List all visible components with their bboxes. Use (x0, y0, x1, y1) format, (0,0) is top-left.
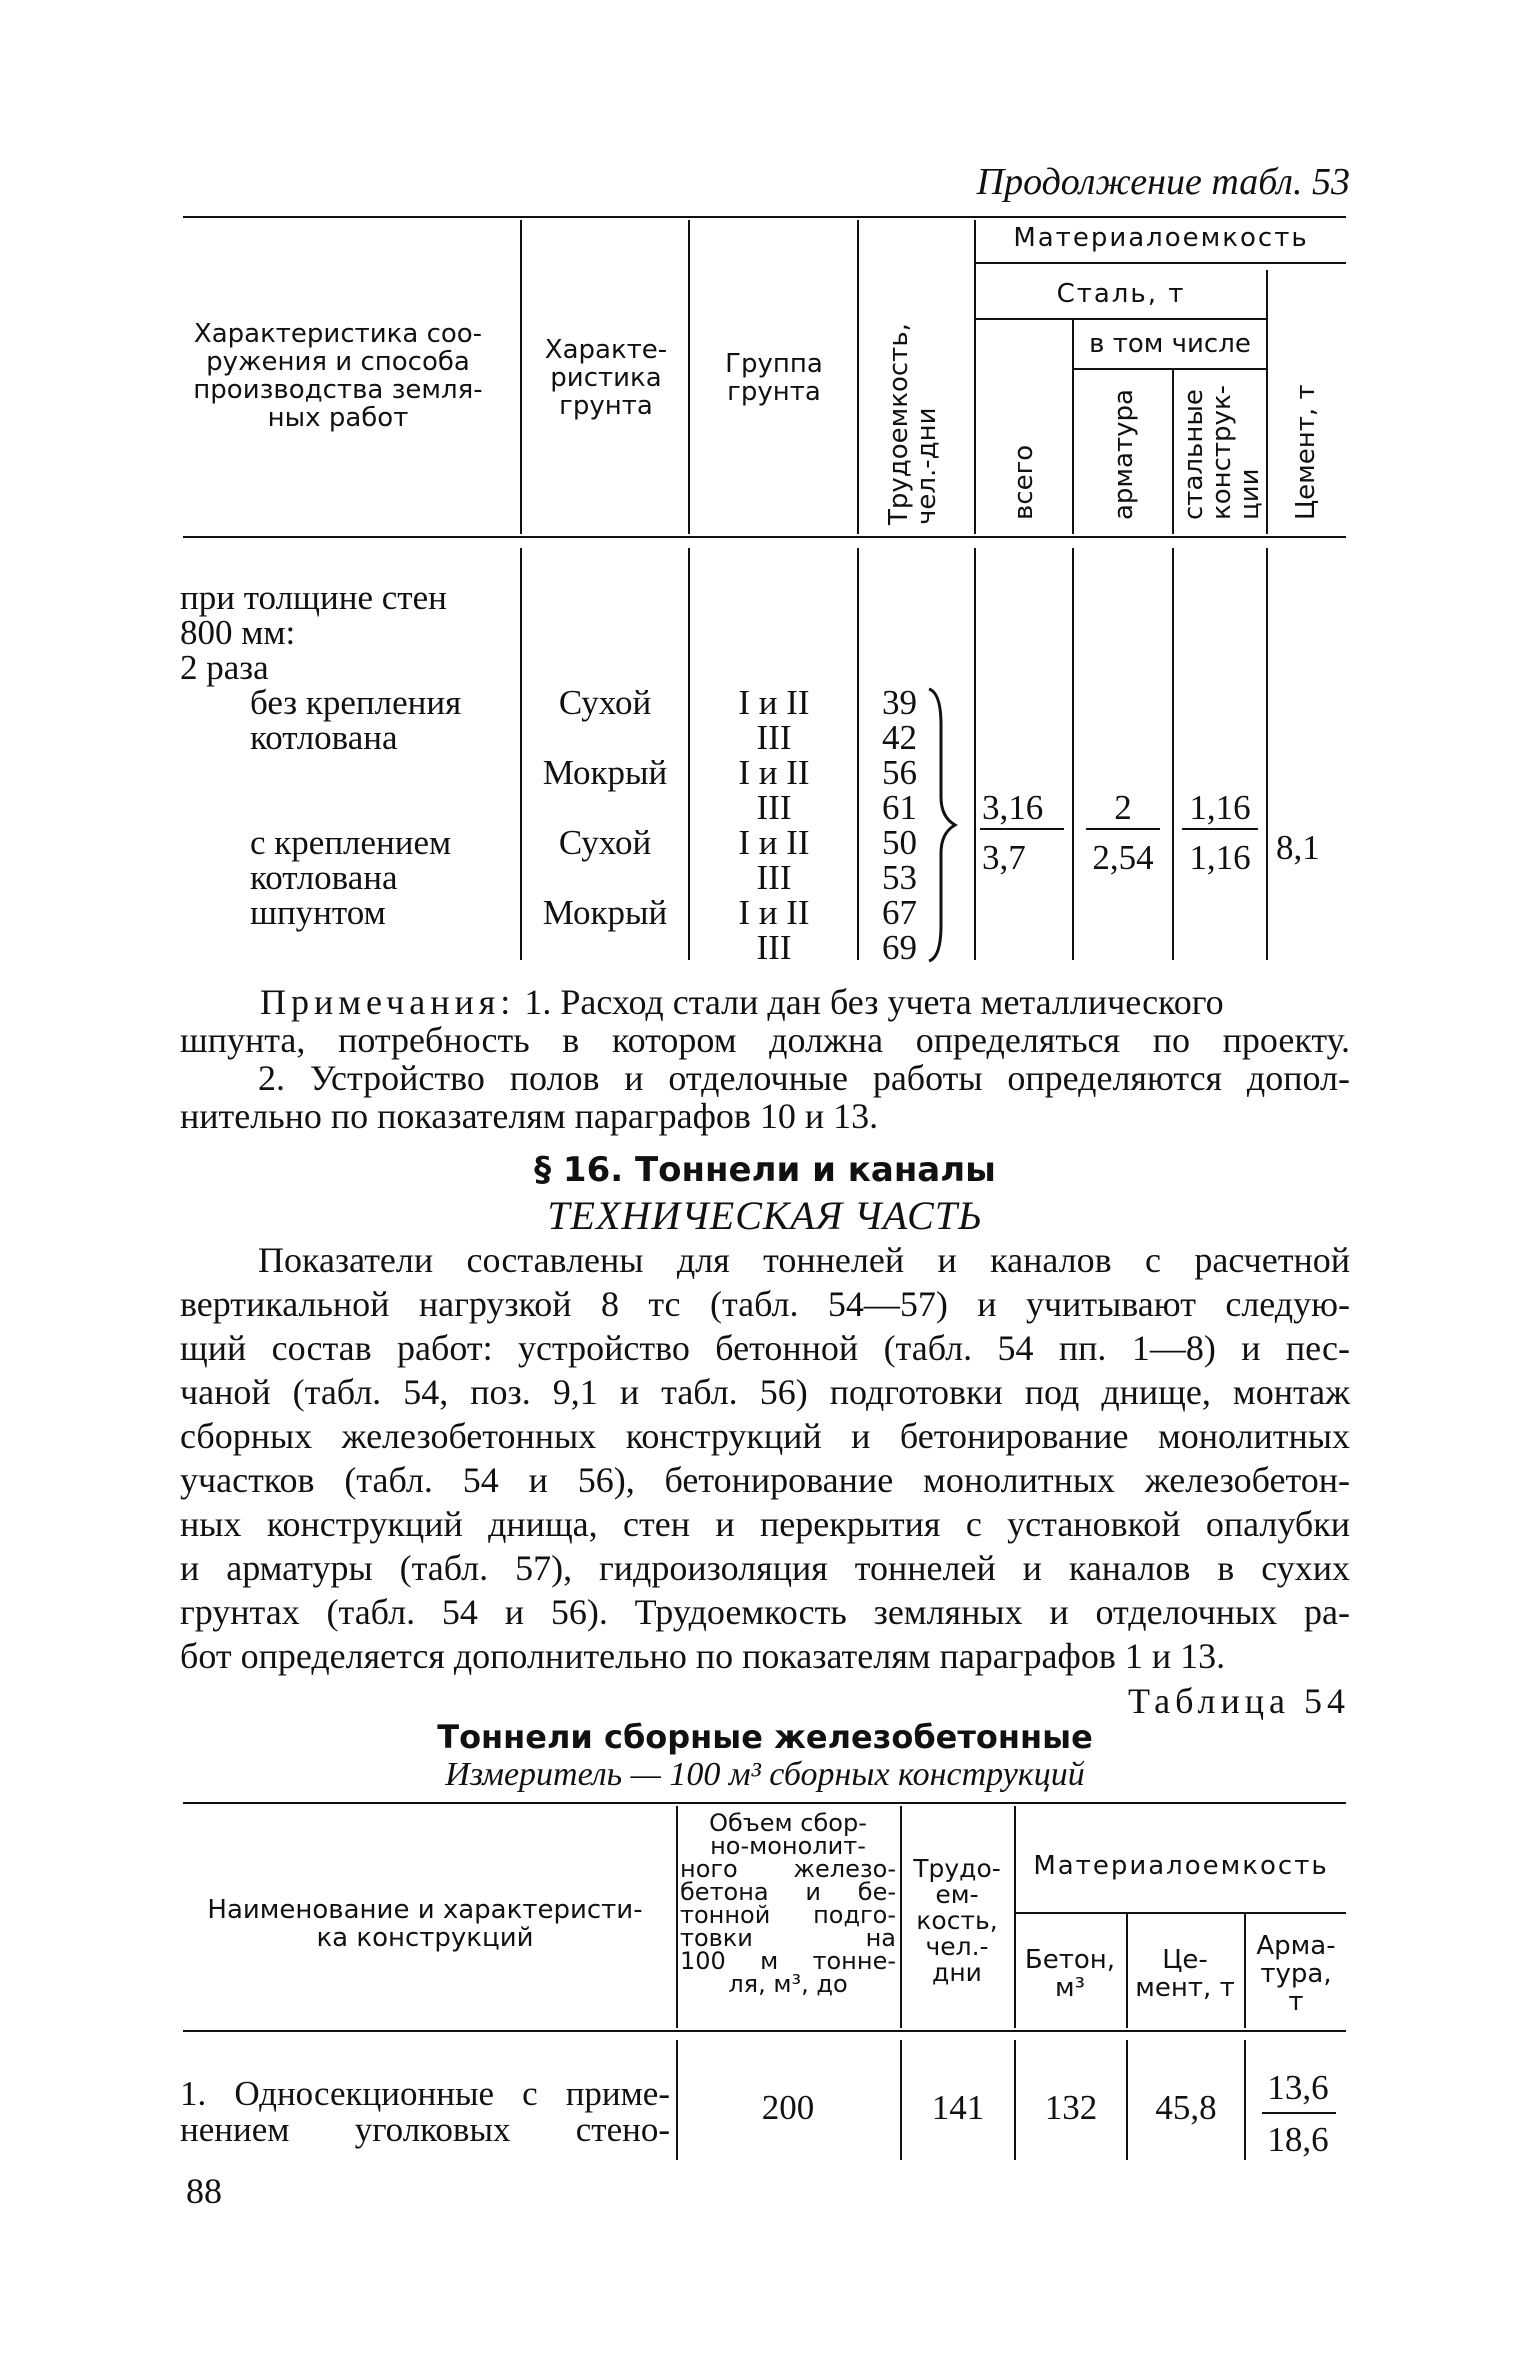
t53-desc-line1: при толщине стен (180, 578, 447, 617)
t54-bv5 (1244, 2040, 1246, 2160)
t53-soil-2: Мокрый (542, 753, 668, 792)
t54-row1-volume: 200 (761, 2088, 815, 2127)
t53-col3-header (694, 350, 854, 406)
t54-concrete-header (1016, 1946, 1124, 2002)
paragraph-line: чаной (табл. 54, поз. 9,1 и табл. 56) подготовки под днище, монтаж (180, 1372, 1350, 1412)
t54-bv1 (676, 2040, 678, 2160)
t53-cement-value: 8,1 (1276, 828, 1320, 867)
t54-row1-arm-top: 13,6 (1267, 2068, 1329, 2107)
t54-name-header (180, 1896, 670, 1952)
header-line: ного железо- (680, 1855, 896, 1883)
t53-materials-rule (974, 262, 1346, 264)
t53-desc-line2: 800 мм: (180, 613, 296, 652)
header-line: стальные (1179, 389, 1209, 520)
header-line: Объем сбор- (709, 1809, 867, 1837)
t53-armatura-header: арматура (1109, 389, 1139, 520)
header-line: Трудо- (913, 1854, 1001, 1883)
header-line: товки на (680, 1924, 896, 1952)
paragraph-line: и арматуры (табл. 57), гидроизоляция тоннелей и каналов в сухих (180, 1548, 1350, 1588)
paragraph-line: вертикальной нагрузкой 8 тс (табл. 54—57) и учитывают следую- (180, 1284, 1350, 1324)
t53-total-header: всего (1009, 444, 1039, 520)
t53-col2-header (526, 336, 686, 420)
t54-bv3 (1014, 2040, 1016, 2160)
header-line: ции (1235, 468, 1265, 520)
notes-label: Примечания: (260, 982, 516, 1022)
header-line: Характе- (544, 335, 668, 365)
t54-row1-cement: 45,8 (1155, 2088, 1217, 2127)
t53-col4-header (885, 323, 941, 525)
t53-group-5: I и II (738, 823, 810, 862)
t53-cement-header: Цемент, т (1291, 384, 1321, 520)
header-line: мент, т (1135, 1973, 1235, 2003)
header-line: Характеристика соо- (193, 319, 483, 349)
section-paragraph (180, 1238, 1350, 1678)
t53-bv4 (974, 548, 976, 960)
t53-sc-bottom: 1,16 (1189, 838, 1251, 877)
header-line: Бетон, (1024, 1945, 1116, 1975)
t53-steel-constr-header (1180, 385, 1264, 520)
t53-labor-4: 61 (882, 788, 917, 827)
t53-group-4: III (756, 788, 792, 827)
t54-row1-labor: 141 (931, 2088, 985, 2127)
header-line: Трудоемкость, (884, 323, 914, 525)
t53-top-rule (183, 216, 1346, 218)
t53-steel-rule (974, 318, 1266, 320)
t53-group-3: I и II (738, 753, 810, 792)
t54-armatura-header (1246, 1932, 1346, 2016)
t54-arm-fraction-line (1262, 2112, 1336, 2114)
t53-total-bottom: 3,7 (982, 838, 1026, 877)
table-54-label: Таблица 54 (1128, 1681, 1350, 1721)
header-line: ка конструкций (316, 1923, 534, 1953)
header-line: чел.-дни (912, 407, 942, 525)
t53-labor-3: 56 (882, 753, 917, 792)
t54-labor-header (902, 1856, 1012, 1986)
t53-group2-line2: котлована (250, 858, 398, 897)
t53-col1-header (178, 320, 498, 432)
header-line: м³ (1054, 1973, 1086, 2003)
paragraph-line: ных конструкций днища, стен и перекрытия с установкой опалубки (180, 1504, 1350, 1544)
t53-labor-8: 69 (882, 928, 917, 967)
t53-bv7 (1266, 548, 1268, 960)
paragraph-line: бот определяется дополнительно по показателям параграфов 1 и 13. (180, 1636, 1226, 1676)
t53-total-top: 3,16 (982, 788, 1044, 827)
header-line: конструк- (1207, 384, 1237, 520)
t54-cement-header (1128, 1946, 1242, 2002)
header-line: бетона и бе- (680, 1878, 896, 1906)
t53-soil-1: Сухой (558, 683, 652, 722)
t53-sc-fraction-line (1182, 828, 1258, 830)
t53-labor-6: 53 (882, 858, 917, 897)
t54-materials-rule (1014, 1912, 1346, 1914)
t54-hv1 (676, 1806, 678, 2028)
note-1-line2: шпунта, потребность в котором должна определяться по проекту. (180, 1020, 1350, 1060)
header-line: ем- (935, 1880, 979, 1909)
paragraph-line: грунтах (табл. 54 и 56). Трудоемкость земляных и отделочных ра- (180, 1592, 1350, 1632)
page-number: 88 (186, 2171, 222, 2211)
note-text: 1. Расход стали дан без учета металлического (524, 982, 1224, 1022)
t53-bv3 (857, 548, 859, 960)
paragraph-line: сборных железобетонных конструкций и бетонирование монолитных (180, 1416, 1350, 1456)
t53-labor-5: 50 (882, 823, 917, 862)
t53-bv6 (1172, 548, 1174, 960)
note-2-line2: нительно по показателям параграфов 10 и 13. (180, 1096, 879, 1136)
header-line: Группа (725, 349, 823, 379)
header-line: кость, (916, 1906, 998, 1935)
header-line: ных работ (267, 403, 409, 433)
t53-group2-line1: с креплением (250, 823, 452, 862)
t53-hv4 (974, 220, 976, 534)
t53-header-bottom-rule (183, 536, 1346, 538)
header-line: Це- (1162, 1945, 1208, 1975)
t53-incl-rule (1072, 368, 1266, 370)
t53-incl-header: в том числе (1089, 329, 1251, 359)
t53-materials-header: Материалоемкость (1013, 223, 1309, 253)
t54-row1-name-line1: 1. Односекционные с приме- (180, 2074, 670, 2113)
t54-volume-header (680, 1809, 896, 1998)
header-line: т (1288, 1987, 1304, 2017)
section-subtitle: ТЕХНИЧЕСКАЯ ЧАСТЬ (547, 1193, 983, 1238)
t53-brace-icon (925, 685, 965, 965)
t53-soil-3: Сухой (558, 823, 652, 862)
t53-group1-line1: без крепления (250, 683, 462, 722)
t53-hv1 (520, 220, 522, 534)
t53-labor-2: 42 (882, 718, 917, 757)
t53-sc-top: 1,16 (1189, 788, 1251, 827)
note-2-line1: 2. Устройство полов и отделочные работы определяются допол- (258, 1058, 1350, 1098)
t54-row1-arm-bottom: 18,6 (1267, 2120, 1329, 2159)
t53-group2-line3: шпунтом (250, 893, 386, 932)
t53-bv5 (1072, 548, 1074, 960)
section-title: § 16. Тоннели и каналы (534, 1150, 996, 1190)
header-line: грунта (727, 377, 821, 407)
paragraph-line: щий состав работ: устройство бетонной (табл. 54 пп. 1—8) и пес- (180, 1328, 1350, 1368)
t53-desc-line3: 2 раза (180, 648, 269, 687)
header-line: ристика (550, 363, 662, 393)
t53-group1-line2: котлована (250, 718, 398, 757)
t53-group-6: III (756, 858, 792, 897)
header-line: Арма- (1256, 1931, 1336, 1961)
header-line: тура, (1260, 1959, 1332, 1989)
header-line: Наименование и характеристи- (207, 1895, 643, 1925)
t53-arm-bottom: 2,54 (1092, 838, 1154, 877)
header-line: производства земля- (193, 375, 483, 405)
t53-hv6 (1172, 370, 1174, 534)
t54-materials-header: Материалоемкость (1033, 1851, 1329, 1881)
t53-group-1: I и II (738, 683, 810, 722)
header-line: но-монолит- (710, 1832, 866, 1860)
header-line: ружения и способа (206, 347, 470, 377)
t53-steel-header: Сталь, т (1056, 279, 1186, 309)
t53-hv3 (857, 220, 859, 534)
header-line: тонной подго- (680, 1901, 896, 1929)
t53-bv1 (520, 548, 522, 960)
t53-group-2: III (756, 718, 792, 757)
t53-group-7: I и II (738, 893, 810, 932)
t53-group-8: III (756, 928, 792, 967)
t53-hv7 (1266, 270, 1268, 534)
header-line: 100 м тонне- (680, 1947, 896, 1975)
paragraph-line: участков (табл. 54 и 56), бетонирование монолитных железобетон- (180, 1460, 1350, 1500)
t54-row1-name-line2: нением уголковых стено- (180, 2110, 670, 2149)
t54-header-bottom-rule (183, 2030, 1346, 2032)
t53-arm-fraction-line (1086, 828, 1160, 830)
table-continuation-label: Продолжение табл. 53 (976, 161, 1350, 203)
t53-labor-7: 67 (882, 893, 917, 932)
header-line: грунта (559, 391, 653, 421)
t53-arm-top: 2 (1114, 788, 1132, 827)
paragraph-line: Показатели составлены для тоннелей и каналов с расчетной (258, 1240, 1350, 1280)
t53-labor-1: 39 (882, 683, 917, 722)
t54-bv2 (900, 2040, 902, 2160)
t53-bv2 (688, 548, 690, 960)
table-54-title: Тоннели сборные железобетонные (437, 1718, 1093, 1756)
header-line: чел.- (925, 1932, 989, 1961)
t54-top-rule (183, 1802, 1346, 1804)
header-line: ля, м³, до (728, 1970, 848, 1998)
t54-row1-concrete: 132 (1044, 2088, 1098, 2127)
t53-soil-4: Мокрый (542, 893, 668, 932)
t54-bv4 (1126, 2040, 1128, 2160)
t53-hv2 (688, 220, 690, 534)
header-line: дни (932, 1958, 982, 1987)
t53-total-fraction-line (980, 828, 1064, 830)
table-54-measure: Измеритель — 100 м³ сборных конструкций (445, 1756, 1085, 1793)
